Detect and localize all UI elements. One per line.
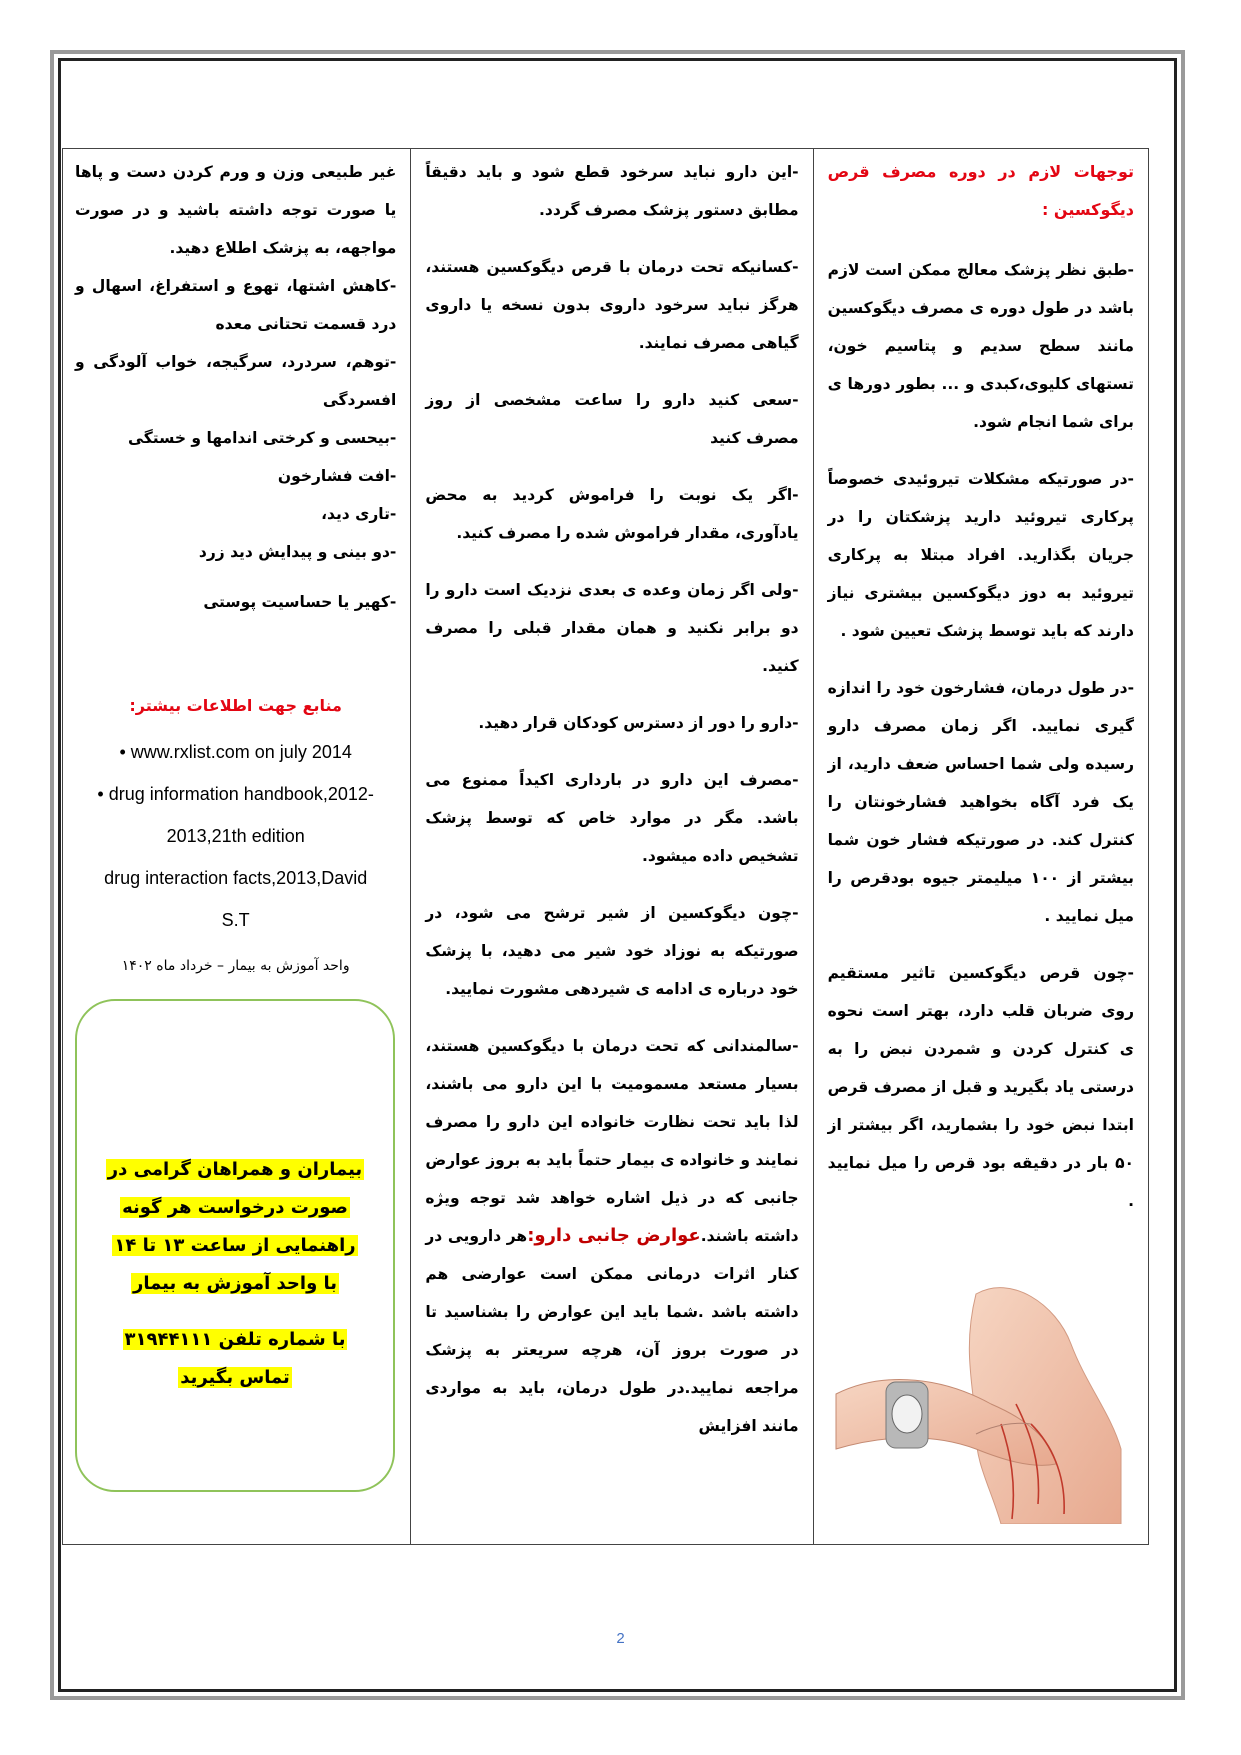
source-drug-handbook: • drug information handbook,2012- xyxy=(75,773,396,815)
side-effects-title: عوارض جانبی دارو: xyxy=(527,1225,701,1246)
middle-paragraph: -کسانیکه تحت درمان با قرص دیگوکسین هستند، هرگز نباید سرخود داروی بدون نسخه یا داروی گیاهی مصرف نمایند. xyxy=(425,258,799,352)
contact-line: بیماران و همراهان گرامی در xyxy=(107,1159,363,1180)
left-column xyxy=(63,149,410,1544)
source-interaction-facts: drug interaction facts,2013,David xyxy=(104,868,368,888)
right-paragraph: -در طول درمان، فشارخون خود را اندازه گیری نمایید. اگر زمان مصرف دارو رسیده ولی شما احساس ضعف دارید، از یک فرد آگاه بخواهید فشارخونتان را کنترل کند. در صورتیکه فشار خون شما بیشتر از ۱۰۰ میلیمتر جیوه بودقرص را میل نمایید . xyxy=(827,679,1134,925)
source-drug-handbook-cont: 2013,21th edition xyxy=(166,826,305,846)
right-paragraph: -چون قرص دیگوکسین تاثیر مستقیم روی ضربان قلب دارد، بهتر است نحوه ی کنترل کردن و شمردن نبض را به درستی یاد بگیرید و قبل از مصرف قرص ابتدا نبض خود را بشمارید، اگر بیشتر از ۵۰ بار در دقیقه بود قرص را میل نمایید . xyxy=(827,964,1134,1210)
middle-paragraph: -مصرف این دارو در بارداری اکیداً ممنوع می باشد. مگر در موارد خاص که توسط پزشک تشخیص داده میشود. xyxy=(425,771,799,865)
symptom-item: -افت فشارخون xyxy=(277,467,397,485)
content-table xyxy=(62,148,1149,1545)
right-column xyxy=(813,149,1148,1544)
elderly-paragraph xyxy=(425,1027,798,1445)
middle-paragraph: -سعی کنید دارو را ساعت مشخصی از روز مصرف کنید xyxy=(425,391,799,447)
middle-column xyxy=(410,149,812,1544)
pulse-check-hand-image xyxy=(826,1274,1126,1524)
side-effects-text: هر دارویی در کنار اثرات درمانی ممکن است عوارضی هم داشته باشد .شما باید این عوارض را بشناسید تا در صورت بروز آن، هرچه سریعتر به پزشک مراجعه نمایید.در طول درمان، باید به مواردی مانند افزایش xyxy=(425,1227,799,1435)
middle-paragraph: -چون دیگوکسین از شیر ترشح می شود، در صورتیکه به نوزاد خود شیر می دهید، با پزشک خود درباره ی ادامه ی شیردهی مشورت نمایید. xyxy=(425,904,799,998)
contact-phone-line: با شماره تلفن ۳۱۹۴۴۱۱۱ xyxy=(124,1329,346,1350)
source-interaction-facts-cont: S.T xyxy=(221,910,250,930)
middle-paragraph: -اگر یک نوبت را فراموش کردید به محض یادآوری، مقدار فراموش شده را مصرف کنید. xyxy=(425,486,799,542)
symptom-item: -کاهش اشتها، تهوع و استفراغ، اسهال و درد قسمت تحتانی معده xyxy=(75,277,397,333)
middle-paragraph: -این دارو نباید سرخود قطع شود و باید دقیقاً مطابق دستور پزشک مصرف گردد. xyxy=(425,163,799,219)
side-effects-intro: غیر طبیعی وزن و ورم کردن دست و پاها یا صورت توجه داشته باشید و در صورت مواجهه، به پزشک اطلاع دهید. xyxy=(75,163,397,257)
middle-paragraph: -دارو را دور از دسترس کودکان قرار دهید. xyxy=(478,714,799,732)
source-link-rxlist: • www.rxlist.com on july 2014 xyxy=(75,731,396,773)
right-paragraph: -در صورتیکه مشکلات تیروئیدی خصوصاً پرکاری تیروئید دارید پزشکتان را در جریان بگذارید. افراد مبتلا به پرکاری تیروئید به دوز دیگوکسین بیشتری نیاز دارند که باید توسط پزشک تعیین شود . xyxy=(827,470,1134,640)
symptom-item: -تاری دید، xyxy=(321,505,397,523)
symptom-item: -کهیر یا حساسیت پوستی xyxy=(203,593,397,611)
sources-title: منابع جهت اطلاعات بیشتر: xyxy=(129,696,342,715)
unit-date-line: واحد آموزش به بیمار – خرداد ماه ۱۴۰۲ xyxy=(121,958,350,974)
right-paragraph: -طبق نظر پزشک معالج ممکن است لازم باشد در طول دوره ی مصرف دیگوکسین مانند سطح سدیم و پتاسیم خون، تستهای کلیوی،کبدی و ... بطور دورها ی برای شما انجام شود. xyxy=(827,261,1134,431)
contact-line: با واحد آموزش به بیمار xyxy=(132,1273,338,1294)
contact-line: تماس بگیرید xyxy=(180,1367,290,1388)
contact-info-box xyxy=(75,999,395,1492)
contact-line: راهنمایی از ساعت ۱۳ تا ۱۴ xyxy=(114,1235,356,1256)
right-column-heading: توجهات لازم در دوره مصرف قرص دیگوکسین : xyxy=(827,162,1134,219)
elderly-text: -سالمندانی که تحت درمان با دیگوکسین هستند، بسیار مستعد مسمومیت با این دارو می باشند، لذا باید تحت نظارت خانواده این دارو را مصرف نمایند و خانواده ی بیمار حتماً باید به بروز عوارض جانبی که در ذیل اشاره خواهد شد توجه ویژه داشته باشند. xyxy=(425,1037,799,1245)
symptom-item: -بیحسی و کرختی اندامها و خستگی xyxy=(128,429,397,447)
contact-line: صورت درخواست هر گونه xyxy=(122,1197,348,1218)
symptom-item: -دو بینی و پیدایش دید زرد xyxy=(198,543,397,561)
middle-paragraph: -ولی اگر زمان وعده ی بعدی نزدیک است دارو را دو برابر نکنید و همان مقدار قبلی را مصرف کنید. xyxy=(425,581,799,675)
symptom-item: -توهم، سردرد، سرگیجه، خواب آلودگی و افسردگی xyxy=(75,353,397,409)
page-number: 2 xyxy=(616,1630,625,1647)
